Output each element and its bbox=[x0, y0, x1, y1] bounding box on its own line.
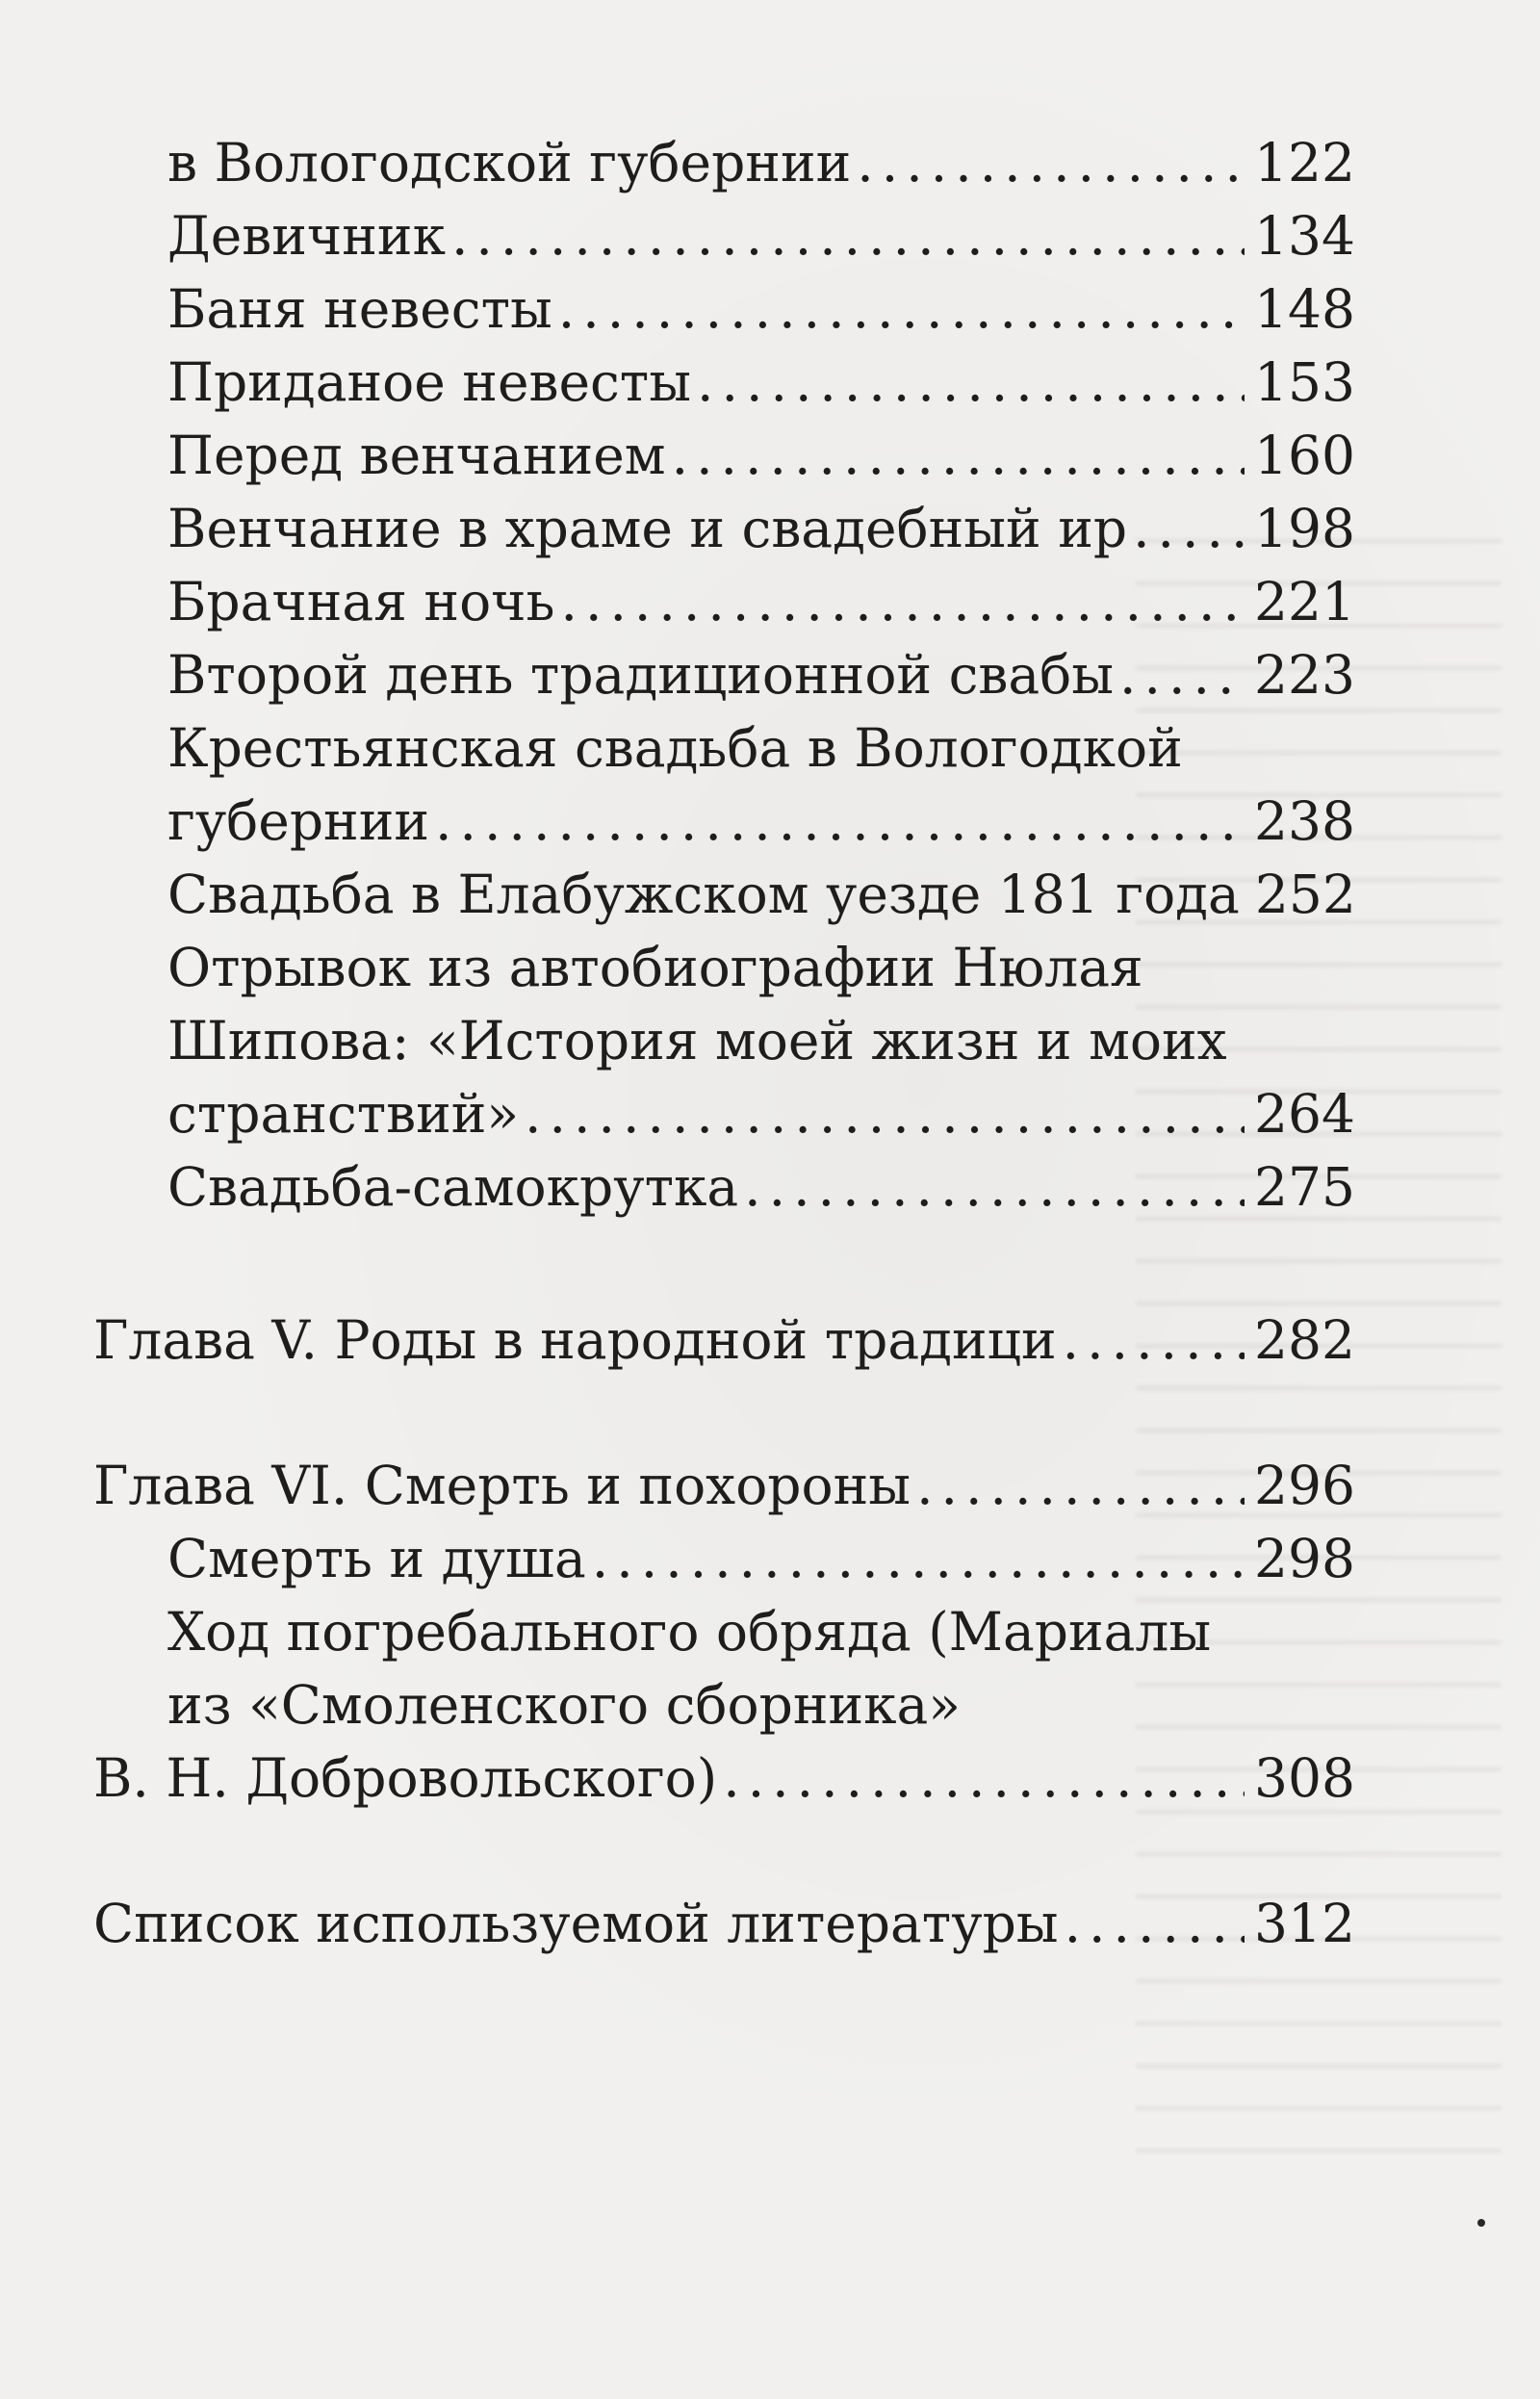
toc-page-number: 221 bbox=[1254, 571, 1355, 632]
toc-entry-title: Брачная ночь bbox=[167, 571, 555, 632]
toc-entry-title: губернии bbox=[167, 790, 430, 852]
toc-entry-title: странствий» bbox=[167, 1083, 520, 1145]
toc-page-number: 275 bbox=[1254, 1156, 1355, 1218]
toc-page-number: 148 bbox=[1254, 278, 1355, 340]
dot-leader bbox=[1063, 1305, 1245, 1375]
toc-entry-title: Баня невесты bbox=[167, 278, 552, 340]
toc-page-number: 122 bbox=[1254, 132, 1355, 193]
toc-page-number: 153 bbox=[1254, 351, 1355, 413]
toc-entry-title: В. Н. Добровольского) bbox=[93, 1747, 718, 1809]
toc-entry bbox=[167, 787, 1355, 856]
toc-entry bbox=[167, 494, 1355, 563]
toc-entry bbox=[167, 421, 1355, 490]
dot-leader bbox=[560, 567, 1245, 636]
dot-leader bbox=[916, 1451, 1245, 1520]
dot-leader bbox=[1133, 494, 1245, 563]
toc-entry-title: в Вологодской губернии bbox=[167, 132, 852, 193]
toc-chapter-entry bbox=[93, 1889, 1355, 1958]
toc-page-number: 282 bbox=[1254, 1309, 1355, 1371]
toc-entry bbox=[93, 1743, 1355, 1813]
toc-page-number: 134 bbox=[1254, 205, 1355, 267]
dot-leader bbox=[1119, 640, 1245, 709]
dot-leader bbox=[857, 128, 1245, 197]
dot-leader bbox=[451, 201, 1245, 271]
toc-entry bbox=[167, 1079, 1355, 1148]
toc-page-number: 198 bbox=[1254, 498, 1355, 559]
toc-entry-title: Список используемой литературы bbox=[93, 1893, 1059, 1954]
dot-leader bbox=[744, 1152, 1245, 1222]
dot-leader bbox=[672, 421, 1245, 490]
toc-entry-title: Перед венчанием bbox=[167, 425, 666, 486]
toc-entry-title-line: Ход погребального обряда (Мариалы bbox=[167, 1601, 1212, 1663]
toc-entry-title-line: Шипова: «История моей жизн и моих bbox=[167, 1010, 1227, 1071]
toc-page-number: 296 bbox=[1254, 1455, 1355, 1516]
toc-entry bbox=[167, 274, 1355, 344]
toc-entry bbox=[167, 201, 1355, 271]
toc-chapter-entry bbox=[93, 1305, 1355, 1375]
toc-page-number: 252 bbox=[1254, 864, 1356, 925]
dot-leader bbox=[435, 787, 1245, 856]
toc-entry-title-line: из «Смоленского сборника» bbox=[167, 1674, 961, 1736]
dot-leader bbox=[723, 1743, 1245, 1813]
toc-entry bbox=[167, 860, 1355, 929]
toc-page-number: 312 bbox=[1254, 1893, 1355, 1954]
dot-leader bbox=[558, 274, 1245, 344]
toc-page-number: 238 bbox=[1254, 790, 1355, 852]
dot-leader bbox=[1065, 1889, 1245, 1958]
toc-entry-title: Глава VI. Смерть и похороны bbox=[93, 1455, 911, 1516]
dot-leader bbox=[592, 1524, 1245, 1593]
toc-entry-title-line: Крестьянская свадьба в Вологодкой bbox=[167, 717, 1183, 779]
dot-leader bbox=[525, 1079, 1245, 1148]
toc-entry bbox=[167, 567, 1355, 636]
toc-entry-title: Свадьба в Елабужском уезде 181 года bbox=[167, 864, 1240, 925]
toc-entry bbox=[167, 640, 1355, 709]
dot-leader bbox=[697, 348, 1245, 417]
toc-entry-title-line: Отрывок из автобиографии Нюлая bbox=[167, 937, 1143, 998]
toc-entry bbox=[167, 1152, 1355, 1222]
toc-entry-title: Второй день традиционной свабы bbox=[167, 644, 1115, 706]
toc-entry-title: Смерть и душа bbox=[167, 1528, 586, 1589]
toc-page-number: 308 bbox=[1254, 1747, 1355, 1809]
toc-entry bbox=[167, 128, 1355, 197]
toc-entry-title: Свадьба-самокрутка bbox=[167, 1156, 739, 1218]
toc-page-number: 223 bbox=[1254, 644, 1355, 706]
ink-speck bbox=[1477, 2219, 1485, 2227]
toc-entry bbox=[167, 348, 1355, 417]
toc-entry-title: Приданое невесты bbox=[167, 351, 692, 413]
toc-entry-title: Девичник bbox=[167, 205, 446, 267]
toc-page-number: 298 bbox=[1254, 1528, 1355, 1589]
toc-page-number: 264 bbox=[1254, 1083, 1355, 1145]
toc-entry-title: Глава V. Роды в народной традици bbox=[93, 1309, 1057, 1371]
toc-chapter-entry bbox=[93, 1451, 1355, 1520]
toc-page-number: 160 bbox=[1254, 425, 1355, 486]
toc-entry-title: Венчание в храме и свадебный ир bbox=[167, 498, 1128, 559]
toc-entry bbox=[167, 1524, 1355, 1593]
